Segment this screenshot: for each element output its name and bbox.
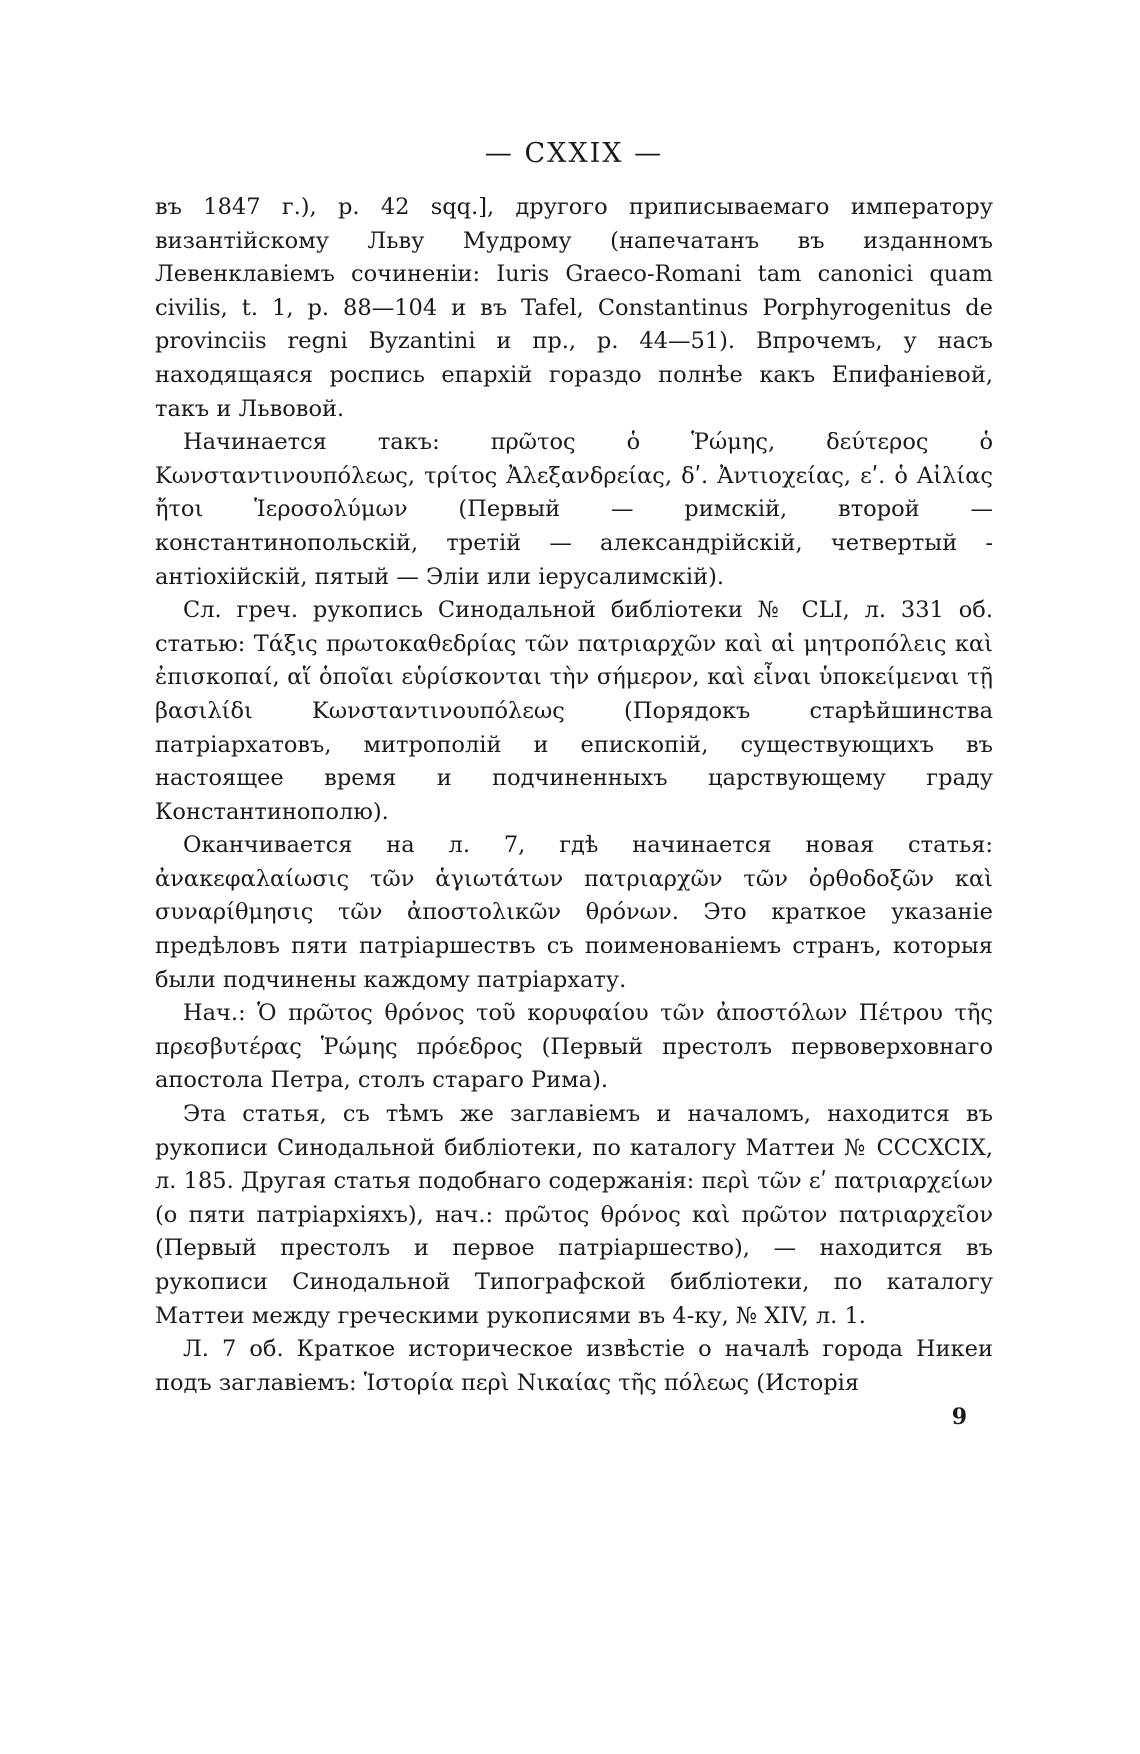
page-running-head: — CXXIX — [484, 138, 664, 169]
signature-mark: 9 [951, 1404, 967, 1431]
paragraph-3: Сл. греч. рукопись Синодальной библіотеки № CLI, л. 331 об. статью: Τάξις πρωτοκαθεδρίας τῶν πατριαρχῶν καὶ αἱ μητροπόλεις καὶ ἐπισκοπαί, αἵ ὁποῖαι εὑρίσκονται τὴν σήμερον, καὶ εἶναι ὑποκείμεναι τῇ βασιλίδι Κωνσταντινουπόλεως (Порядокъ старѣйшинства патріархатовъ, митрополій и епископій, существующихъ въ настоящее время и подчиненныхъ царствующему граду Константинополю). [155, 597, 993, 825]
book-page [155, 138, 993, 1430]
paragraph-5: Нач.: Ὁ πρῶτος θρόνος τοῦ κορυφαίου τῶν ἀποστόλων Πέτρου τῆς πρεσβυτέρας Ῥώμης πρόεδρος (Первый престолъ первоверховнаго апостола Петра, столъ стараго Рима). [155, 1000, 993, 1094]
paragraph-1: въ 1847 г.), р. 42 sqq.], другого приписываемаго императору византійскому Льву Мудрому (напечатанъ въ изданномъ Левенклавіемъ сочиненіи: Iuris Graeco-Romani tam canonici quam civilis, t. 1, p. 88—104 и въ Tafel, Constantinus Porphyrogenitus de provinciis regni Byzantini и пр., p. 44—51). Впрочемъ, у насъ находящаяся роспись епархій гораздо полнѣе какъ Епифаніевой, такъ и Львовой. [155, 194, 993, 422]
paragraph-7: Л. 7 об. Краткое историческое извѣстіе о началѣ города Никеи подъ заглавіемъ: Ἱστορία περὶ Νικαίας τῆς πόλεως (Исторія [155, 1336, 993, 1396]
paragraph-2: Начинается такъ: πρῶτος ὁ Ῥώμης, δεύτερος ὁ Κωνσταντινουπόλεως, τρίτος Ἀλεξανδρείας, δʹ. Ἀντιοχείας, εʹ. ὁ Αἰλίας ἤτοι Ἱεροσολύμων (Первый — римскій, второй — константинопольскій, третій — александрійскій, четвертый - антіохійскій, пятый — Эліи или іерусалимскій). [155, 429, 993, 590]
paragraph-6: Эта статья, съ тѣмъ же заглавіемъ и началомъ, находится въ рукописи Синодальной библіотеки, по каталогу Маттеи № CCCXCIX, л. 185. Другая статья подобнаго содержанія: περὶ τῶν εʹ πατριαρχείων (о пяти патріархіяхъ), нач.: πρῶτος θρόνος καὶ πρῶτον πατριαρχεῖον (Первый престолъ и первое патріаршество), — находится въ рукописи Синодальной Типографской библіотеки, по каталогу Маттеи между греческими рукописями въ 4-ку, № XIV, л. 1. [155, 1101, 993, 1329]
paragraph-4: Оканчивается на л. 7, гдѣ начинается новая статья: ἀνακεφαλαίωσις τῶν ἁγιωτάτων πατριαρχῶν τῶν ὀρθοδοξῶν καὶ συναρίθμησις τῶν ἀποστολικῶν θρόνων. Это краткое указаніе предѣловъ пяти патріаршествъ съ поименованіемъ странъ, которыя были подчинены каждому патріархату. [155, 832, 993, 993]
